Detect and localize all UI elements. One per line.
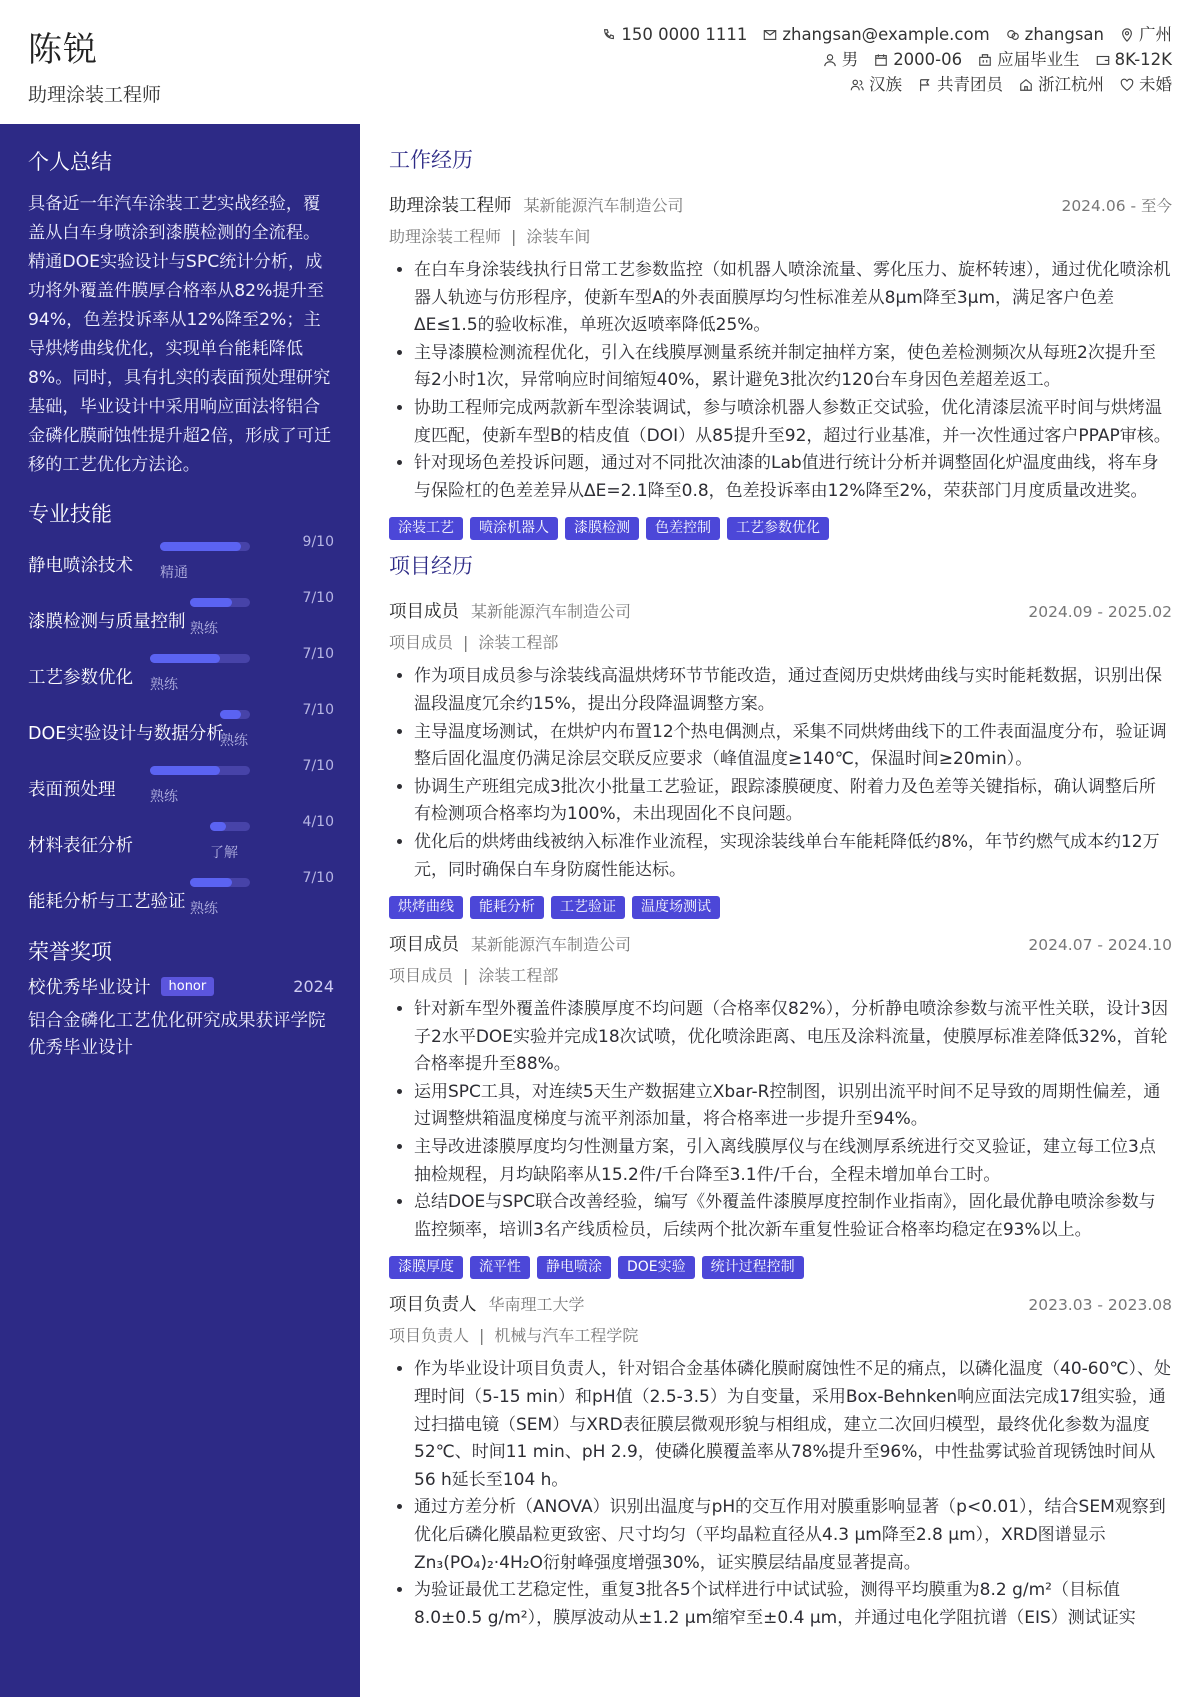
skill-name: 表面预处理	[28, 780, 116, 800]
candidate-name: 陈锐	[28, 30, 98, 70]
resume-header	[0, 0, 1200, 124]
entry-sub-separator: |	[479, 1326, 485, 1346]
entry-bullets	[389, 996, 1172, 1244]
skill-bar	[190, 878, 250, 887]
wallet-icon	[1096, 53, 1110, 67]
skill-bar-fill	[150, 766, 220, 775]
entry-header	[389, 1291, 1172, 1316]
entry-org: 华南理工大学	[488, 1295, 585, 1315]
skill-level: 了解	[210, 845, 238, 861]
candidate-role: 助理涂装工程师	[28, 84, 162, 106]
bullet-item: • 协助工程师完成两款新车型涂装调试，参与喷涂机器人参数正交试验，优化清漆层流平时间与烘烤温度匹配，使新车型B的桔皮值（DOI）从85提升至92，超过行业基准，并一次性通过客户PPAP审核。	[414, 395, 1172, 450]
skill-tag: DOE实验	[618, 1256, 695, 1279]
wechat-icon	[1006, 28, 1020, 42]
skill-name: 材料表征分析	[28, 836, 133, 856]
bullet-item: • 针对新车型外覆盖件漆膜厚度不均问题（合格率仅82%），分析静电喷涂参数与流平性关联，设计3因子2水平DOE实验并完成18次试喷，优化喷涂距离、电压及涂料流量，使膜厚标准差降低32%，首轮合格率提升至88%。	[414, 996, 1172, 1079]
skill-bar-fill	[190, 598, 232, 607]
status-item	[978, 47, 1080, 72]
entry-header-left	[389, 931, 631, 956]
bullet-item: • 为验证最优工艺稳定性，重复3批各5个试样进行中试试验，测得平均膜重为8.2 g/m²（目标值8.0±0.5 g/m²），膜厚波动从±1.2 μm缩窄至±0.4 μm，并通过电化学阻抗谱（EIS）测试证实	[414, 1577, 1172, 1632]
honor-name: 校优秀毕业设计	[28, 978, 151, 998]
honor-desc: 铝合金磷化工艺优化研究成果获评学院优秀毕业设计	[28, 1011, 326, 1058]
entry-title: 项目成员	[389, 602, 459, 623]
hometown-item	[1019, 72, 1104, 97]
skill-bar	[210, 822, 250, 831]
ethnicity-item	[850, 72, 902, 97]
skill-tag: 漆膜厚度	[389, 1256, 463, 1279]
marital-text: 未婚	[1139, 75, 1172, 94]
location-icon	[1120, 28, 1134, 42]
entry-bullets	[389, 663, 1172, 884]
ethnicity-text: 汉族	[869, 75, 902, 94]
skill-tag: 色差控制	[646, 517, 720, 540]
entry-sub-dept: 涂装工程部	[478, 633, 559, 653]
gender-item	[823, 47, 859, 72]
skill-level: 熟练	[190, 621, 218, 637]
entry-date: 2024.06 - 至今	[1061, 197, 1172, 215]
bullet-item: • 通过方差分析（ANOVA）识别出温度与pH的交互作用对膜重影响显著（p<0.01），结合SEM观察到优化后磷化膜晶粒更致密、尺寸均匀（平均晶粒直径从4.3 μm降至2.8 μm），XRD图谱显示Zn₃(PO₄)₂·4H₂O衍射峰强度增强30%，证实膜层结晶度显著提高。	[414, 1494, 1172, 1577]
skill-item	[28, 700, 334, 756]
experience-entry	[389, 931, 1172, 1279]
skill-tag: 喷涂机器人	[470, 517, 558, 540]
entry-sub-separator: |	[511, 227, 517, 246]
bullet-item: • 总结DOE与SPC联合改善经验，编写《外覆盖件漆膜厚度控制作业指南》，固化最优静电喷涂参数与监控频率，培训3名产线质检员，后续两个批次新车重复性验证合格率均稳定在93%以上。	[414, 1189, 1172, 1244]
work-title: 工作经历	[389, 148, 473, 172]
skill-level: 精通	[160, 565, 188, 581]
skill-bar	[150, 766, 250, 775]
skill-bar	[220, 710, 250, 719]
entry-sub-separator: |	[463, 633, 469, 653]
email-item[interactable]	[763, 22, 989, 47]
email-text: zhangsan@example.com	[782, 25, 990, 44]
bullet-item: • 针对现场色差投诉问题，通过对不同批次油漆的Lab值进行统计分析并调整固化炉温度曲线，将车身与保险杠的色差差异从ΔE=2.1降至0.8，色差投诉率由12%降至2%，荣获部门月度质量改进奖。	[414, 450, 1172, 505]
skill-tag: 工艺验证	[551, 896, 625, 919]
skill-name: 漆膜检测与质量控制	[28, 612, 186, 632]
entry-title: 项目负责人	[389, 1295, 477, 1316]
entry-subline	[389, 1323, 1172, 1346]
skill-score: 9/10	[302, 534, 334, 550]
entry-org: 某新能源汽车制造公司	[471, 935, 632, 955]
home-icon	[1019, 78, 1033, 92]
work-entries	[389, 192, 1172, 540]
entry-sub-role: 项目负责人	[389, 1326, 470, 1346]
skill-item	[28, 756, 334, 812]
bullet-item: • 主导改进漆膜厚度均匀性测量方案，引入离线膜厚仪与在线测厚系统进行交叉验证，建立每工位3点抽检规程，月均缺陷率从15.2件/千台降至3.1件/千台，全程未增加单台工时。	[414, 1134, 1172, 1189]
phone-text: 150 0000 1111	[621, 25, 748, 44]
heart-icon	[1120, 78, 1134, 92]
skill-item	[28, 532, 334, 588]
skill-name: 能耗分析与工艺验证	[28, 892, 186, 912]
city-text: 广州	[1139, 25, 1172, 44]
calendar-icon	[874, 53, 888, 67]
politics-item	[918, 72, 1003, 97]
skill-tag: 漆膜检测	[565, 517, 639, 540]
skill-score: 7/10	[302, 758, 334, 774]
skill-item	[28, 588, 334, 644]
skill-tag: 流平性	[470, 1256, 530, 1279]
bullet-item: • 主导温度场测试，在烘炉内布置12个热电偶测点，采集不同烘烤曲线下的工件表面温度分布，验证调整后固化温度仍满足涂层交联反应要求（峰值温度≥140℃，保温时间≥20min）。	[414, 719, 1172, 774]
honors-title: 荣誉奖项	[28, 940, 112, 964]
experience-entry	[389, 192, 1172, 540]
building-icon	[978, 53, 992, 67]
skill-tag: 温度场测试	[632, 896, 720, 919]
entry-subline	[389, 224, 1172, 247]
honor-item	[28, 974, 334, 999]
user-icon	[823, 53, 837, 67]
projects-title: 项目经历	[389, 554, 473, 579]
entry-sub-dept: 涂装车间	[526, 227, 591, 246]
skill-bar	[150, 654, 250, 663]
entry-header	[389, 598, 1172, 623]
bullet-item: • 优化后的烘烤曲线被纳入标准作业流程，实现涂装线单台车能耗降低约8%，年节约燃气成本约12万元，同时确保白车身防腐性能达标。	[414, 829, 1172, 884]
bullet-item: • 作为毕业设计项目负责人，针对铝合金基体磷化膜耐腐蚀性不足的痛点，以磷化温度（40-60℃）、处理时间（5-15 min）和pH值（2.5-3.5）为自变量，采用Box-Behnken响应面法完成17组实验，通过扫描电镜（SEM）与XRD表征膜层微观形貌与相组成，建立二次回归模型，最终优化参数为温度52℃、时间11 min、pH 2.9，使磷化膜覆盖率从78%提升至96%，中性盐雾试验首现锈蚀时间从56 h延长至104 h。	[414, 1356, 1172, 1494]
city-item	[1120, 22, 1172, 47]
summary-text: 具备近一年汽车涂装工艺实战经验，覆盖从白车身喷涂到漆膜检测的全流程。精通DOE实验设计与SPC统计分析，成功将外覆盖件膜厚合格率从82%提升至94%，色差投诉率从12%降至2%；主导烘烤曲线优化，实现单台能耗降低8%。同时，具有扎实的表面预处理研究基础，毕业设计中采用响应面法将铝合金磷化膜耐蚀性提升超2倍，形成了可迁移的工艺优化方法论。	[28, 194, 332, 475]
skill-score: 4/10	[302, 814, 334, 830]
bullet-item: • 运用SPC工具，对连续5天生产数据建立Xbar-R控制图，识别出流平时间不足导致的周期性偏差，通过调整烘箱温度梯度与流平剂添加量，将合格率进一步提升至94%。	[414, 1079, 1172, 1134]
bullet-item: • 主导漆膜检测流程优化，引入在线膜厚测量系统并制定抽样方案，使色差检测频次从每班2次提升至每2小时1次，异常响应时间缩短40%，累计避免3批次约120台车身因色差超差返工。	[414, 340, 1172, 395]
status-text: 应届毕业生	[997, 50, 1080, 69]
entry-header	[389, 192, 1172, 217]
skill-tag: 能耗分析	[470, 896, 544, 919]
entry-header-left	[389, 1291, 585, 1316]
skill-bar-fill	[210, 822, 226, 831]
entry-date: 2024.09 - 2025.02	[1028, 603, 1172, 622]
experience-entry	[389, 1291, 1172, 1632]
entry-date: 2024.07 - 2024.10	[1028, 936, 1172, 955]
wechat-item[interactable]	[1006, 22, 1104, 47]
skill-name: 工艺参数优化	[28, 668, 133, 688]
birth-text: 2000-06	[893, 50, 963, 69]
honor-badge: honor	[161, 977, 215, 996]
entry-sub-role: 项目成员	[389, 966, 454, 986]
skill-bar-fill	[190, 878, 232, 887]
project-entries	[389, 598, 1172, 1632]
skills-list	[28, 532, 334, 924]
bullet-item: • 在白车身涂装线执行日常工艺参数监控（如机器人喷涂流量、雾化压力、旋杯转速），通过优化喷涂机器人轨迹与仿形程序，使新车型A的外表面膜厚均匀性标准差从8μm降至3μm，满足客户色差ΔE≤1.5的验收标准，单班次返喷率降低25%。	[414, 257, 1172, 340]
entry-header-left	[389, 598, 631, 623]
entry-subline	[389, 963, 1172, 986]
contact-info	[602, 22, 1172, 97]
entry-tags	[389, 1256, 1172, 1279]
skill-name: 静电喷涂技术	[28, 556, 133, 576]
salary-item	[1096, 47, 1172, 72]
skill-level: 熟练	[150, 789, 178, 805]
skill-level: 熟练	[150, 677, 178, 693]
skill-tag: 烘烤曲线	[389, 896, 463, 919]
main-content	[389, 144, 1172, 1640]
salary-text: 8K-12K	[1114, 50, 1172, 69]
skill-item	[28, 812, 334, 868]
sidebar	[0, 124, 360, 1697]
skill-bar-fill	[150, 654, 220, 663]
mail-icon	[763, 28, 777, 42]
entry-org: 某新能源汽车制造公司	[523, 196, 684, 215]
hometown-text: 浙江杭州	[1038, 75, 1104, 94]
skill-name: DOE实验设计与数据分析	[28, 724, 224, 744]
entry-sub-dept: 涂装工程部	[478, 966, 559, 986]
entry-subline	[389, 630, 1172, 653]
skill-item	[28, 644, 334, 700]
entry-header	[389, 931, 1172, 956]
summary-title: 个人总结	[28, 150, 112, 174]
skills-title: 专业技能	[28, 502, 112, 526]
entry-tags	[389, 517, 1172, 540]
entry-org: 某新能源汽车制造公司	[471, 602, 632, 622]
people-icon	[850, 78, 864, 92]
wechat-text: zhangsan	[1024, 25, 1104, 44]
gender-text: 男	[841, 50, 859, 69]
skill-bar	[190, 598, 250, 607]
bullet-item: • 作为项目成员参与涂装线高温烘烤环节节能改造，通过查阅历史烘烤曲线与实时能耗数据，识别出保温段温度冗余约15%，提出分段降温调整方案。	[414, 663, 1172, 718]
entry-date: 2023.03 - 2023.08	[1028, 1296, 1172, 1315]
skill-tag: 涂装工艺	[389, 517, 463, 540]
skill-bar	[160, 542, 250, 551]
entry-tags	[389, 896, 1172, 919]
entry-bullets	[389, 257, 1172, 505]
phone-icon	[602, 28, 616, 42]
honor-year: 2024	[293, 977, 334, 996]
entry-sub-dept: 机械与汽车工程学院	[494, 1326, 639, 1346]
politics-text: 共青团员	[937, 75, 1003, 94]
skill-level: 熟练	[220, 733, 248, 749]
entry-title: 助理涂装工程师	[389, 196, 512, 216]
skill-tag: 统计过程控制	[702, 1256, 804, 1279]
entry-sub-role: 项目成员	[389, 633, 454, 653]
entry-sub-separator: |	[463, 966, 469, 986]
entry-sub-role: 助理涂装工程师	[389, 227, 502, 246]
skill-bar-fill	[220, 710, 241, 719]
experience-entry	[389, 598, 1172, 919]
skill-score: 7/10	[302, 646, 334, 662]
skill-tag: 静电喷涂	[537, 1256, 611, 1279]
flag-icon	[918, 78, 932, 92]
skill-bar-fill	[160, 542, 241, 551]
entry-title: 项目成员	[389, 935, 459, 956]
skill-score: 7/10	[302, 702, 334, 718]
entry-header-left	[389, 192, 684, 217]
bullet-item: • 协调生产班组完成3批次小批量工艺验证，跟踪漆膜硬度、附着力及色差等关键指标，确认调整后所有检测项合格率均为100%，未出现固化不良问题。	[414, 774, 1172, 829]
skill-tag: 工艺参数优化	[727, 517, 829, 540]
phone-item[interactable]	[602, 22, 747, 47]
skill-item	[28, 868, 334, 924]
marital-item	[1120, 72, 1172, 97]
entry-bullets	[389, 1356, 1172, 1632]
skill-score: 7/10	[302, 590, 334, 606]
skill-level: 熟练	[190, 901, 218, 917]
birth-item	[874, 47, 962, 72]
skill-score: 7/10	[302, 870, 334, 886]
